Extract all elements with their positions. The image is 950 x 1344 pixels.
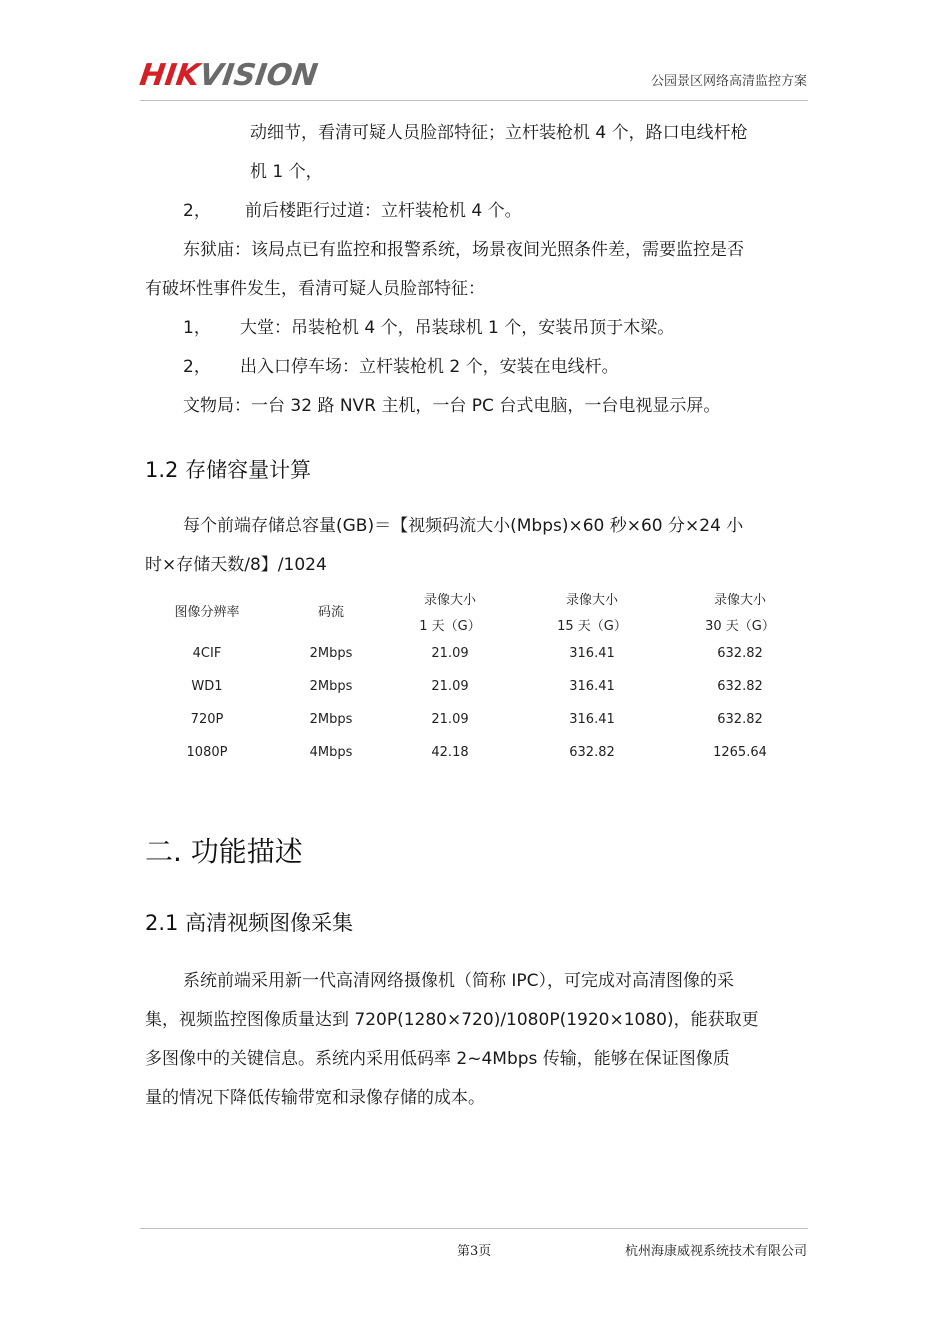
table-header-line: 录像大小 [713, 593, 766, 608]
table-cell: 21.09 [431, 679, 469, 694]
table-cell: 316.41 [569, 679, 615, 694]
table-header-cell: 码流 [317, 605, 344, 620]
table-cell: 1080P [186, 745, 228, 760]
paragraph-line: 动细节，看清可疑人员脸部特征；立杆装枪机 4 个，路口电线杆枪 [250, 123, 748, 143]
footer-company: 杭州海康威视系统技术有限公司 [624, 1244, 807, 1259]
list-item-text: 出入口停车场：立杆装枪机 2 个，安装在电线杆。 [240, 357, 619, 377]
table-cell: 720P [190, 712, 224, 727]
table-row [140, 679, 808, 712]
table-cell: WD1 [191, 679, 223, 694]
table-header-line: 1 天（G） [419, 619, 481, 634]
table-row [140, 712, 808, 745]
table-header-line: 录像大小 [423, 593, 476, 608]
list-number: 1， [183, 318, 211, 338]
paragraph-line: 机 1 个， [250, 162, 323, 182]
formula-line: 每个前端存储总容量(GB)＝【视频码流大小(Mbps)×60 秒×60 分×24 小 [183, 516, 744, 536]
section-heading-1-2: 1.2 存储容量计算 [145, 458, 312, 482]
logo-vision: VISION [197, 58, 320, 93]
table-header-line: 录像大小 [565, 593, 618, 608]
list-number: 2， [183, 201, 211, 221]
table-header-cell [512, 588, 672, 640]
paragraph-line: 有破坏性事件发生，看清可疑人员脸部特征： [145, 279, 485, 299]
logo-hik: HIK [137, 58, 202, 93]
list-item-text: 大堂：吊装枪机 4 个，吊装球机 1 个，安装吊顶于木梁。 [240, 318, 675, 338]
table-cell: 4CIF [192, 646, 222, 661]
hikvision-logo [138, 58, 320, 93]
table-header-cell [388, 588, 512, 640]
table-cell: 42.18 [431, 745, 469, 760]
list-number: 2， [183, 357, 211, 377]
paragraph-line: 系统前端采用新一代高清网络摄像机（简称 IPC），可完成对高清图像的采 [183, 971, 735, 991]
paragraph-line: 多图像中的关键信息。系统内采用低码率 2~4Mbps 传输，能够在保证图像质 [145, 1049, 730, 1069]
storage-table [140, 588, 808, 778]
table-cell: 632.82 [569, 745, 615, 760]
table-cell: 632.82 [717, 712, 763, 727]
table-cell: 316.41 [569, 646, 615, 661]
chapter-heading-2: 二. 功能描述 [145, 835, 303, 868]
header-doc-title: 公园景区网络高清监控方案 [650, 74, 807, 89]
table-cell: 316.41 [569, 712, 615, 727]
table-cell: 632.82 [717, 679, 763, 694]
list-item-text: 前后楼距行过道：立杆装枪机 4 个。 [245, 201, 522, 221]
section-heading-2-1: 2.1 高清视频图像采集 [145, 911, 354, 935]
table-header-line: 15 天（G） [557, 619, 627, 634]
table-header-row [140, 588, 808, 638]
paragraph-line: 集，视频监控图像质量达到 720P(1280×720)/1080P(1920×1080)，能获取更 [145, 1010, 759, 1030]
paragraph-line: 文物局：一台 32 路 NVR 主机，一台 PC 台式电脑，一台电视显示屏。 [183, 396, 721, 416]
table-cell: 632.82 [717, 646, 763, 661]
paragraph-line: 东狱庙：该局点已有监控和报警系统，场景夜间光照条件差，需要监控是否 [183, 240, 744, 260]
table-cell: 1265.64 [713, 745, 767, 760]
table-cell: 2Mbps [309, 679, 353, 694]
table-cell: 21.09 [431, 646, 469, 661]
footer-divider [140, 1228, 808, 1229]
table-header-cell [672, 588, 808, 640]
table-cell: 4Mbps [309, 745, 353, 760]
table-header-line: 30 天（G） [705, 619, 775, 634]
formula-line: 时×存储天数/8】/1024 [145, 555, 327, 575]
table-row [140, 745, 808, 778]
table-cell: 21.09 [431, 712, 469, 727]
table-row [140, 646, 808, 679]
table-header-cell: 图像分辨率 [174, 605, 240, 620]
table-cell: 2Mbps [309, 712, 353, 727]
page-number: 第3页 [457, 1244, 492, 1259]
table-cell: 2Mbps [309, 646, 353, 661]
paragraph-line: 量的情况下降低传输带宽和录像存储的成本。 [145, 1088, 485, 1108]
header-divider [140, 100, 808, 101]
